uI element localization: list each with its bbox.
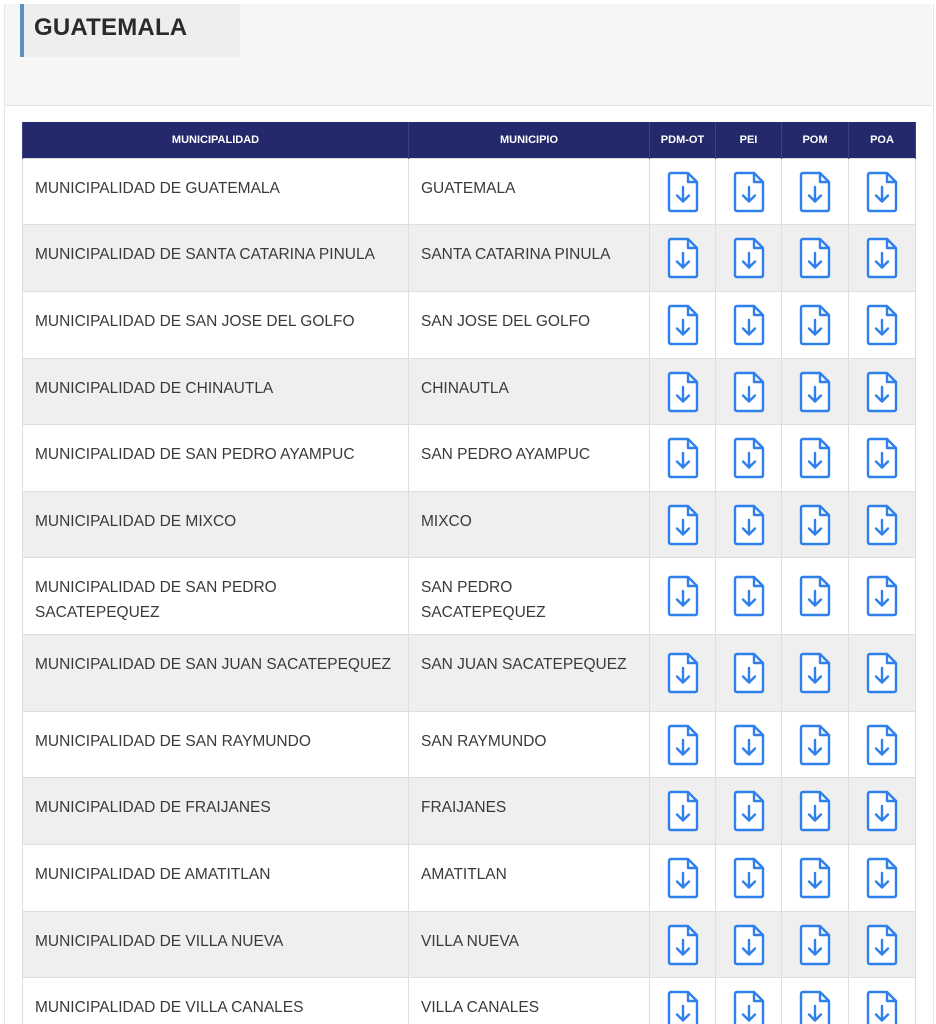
cell-pom <box>782 778 849 845</box>
cell-municipalidad: MUNICIPALIDAD DE AMATITLAN <box>23 845 409 912</box>
cell-pom <box>782 978 849 1024</box>
cell-municipio: SAN JOSE DEL GOLFO <box>409 292 650 359</box>
download-pdm-ot-icon[interactable] <box>666 575 700 617</box>
download-pei-icon[interactable] <box>732 724 766 766</box>
header-municipalidad: MUNICIPALIDAD <box>23 122 409 159</box>
download-poa-icon[interactable] <box>865 371 899 413</box>
cell-pei <box>716 845 782 912</box>
download-pdm-ot-icon[interactable] <box>666 237 700 279</box>
download-pei-icon[interactable] <box>732 504 766 546</box>
cell-pom <box>782 558 849 635</box>
cell-poa <box>849 159 916 225</box>
cell-municipalidad: MUNICIPALIDAD DE CHINAUTLA <box>23 359 409 425</box>
header-pom: POM <box>782 122 849 159</box>
cell-municipio: VILLA CANALES <box>409 978 650 1024</box>
download-poa-icon[interactable] <box>865 790 899 832</box>
municipalities-table <box>22 122 916 1024</box>
cell-pdm-ot <box>650 912 716 978</box>
download-pom-icon[interactable] <box>798 652 832 694</box>
download-pei-icon[interactable] <box>732 237 766 279</box>
cell-pdm-ot <box>650 225 716 292</box>
download-pdm-ot-icon[interactable] <box>666 724 700 766</box>
cell-pom <box>782 159 849 225</box>
header-municipio: MUNICIPIO <box>409 122 650 159</box>
cell-pei <box>716 492 782 558</box>
cell-pom <box>782 712 849 778</box>
cell-municipalidad: MUNICIPALIDAD DE SAN PEDRO SACATEPEQUEZ <box>23 558 409 635</box>
cell-pdm-ot <box>650 159 716 225</box>
cell-municipalidad: MUNICIPALIDAD DE SAN RAYMUNDO <box>23 712 409 778</box>
download-pom-icon[interactable] <box>798 171 832 213</box>
download-pei-icon[interactable] <box>732 924 766 966</box>
download-pom-icon[interactable] <box>798 724 832 766</box>
cell-poa <box>849 978 916 1024</box>
cell-pdm-ot <box>650 978 716 1024</box>
download-poa-icon[interactable] <box>865 575 899 617</box>
cell-pdm-ot <box>650 778 716 845</box>
cell-municipio: GUATEMALA <box>409 159 650 225</box>
cell-municipio: AMATITLAN <box>409 845 650 912</box>
cell-pdm-ot <box>650 492 716 558</box>
download-pdm-ot-icon[interactable] <box>666 990 700 1024</box>
cell-pom <box>782 425 849 492</box>
table-row <box>23 635 916 712</box>
cell-pei <box>716 712 782 778</box>
download-pom-icon[interactable] <box>798 437 832 479</box>
table-row <box>23 978 916 1024</box>
table-row <box>23 359 916 425</box>
download-pei-icon[interactable] <box>732 990 766 1024</box>
download-pom-icon[interactable] <box>798 790 832 832</box>
cell-municipalidad: MUNICIPALIDAD DE MIXCO <box>23 492 409 558</box>
cell-poa <box>849 845 916 912</box>
cell-municipio: SAN PEDRO SACATEPEQUEZ <box>409 558 650 635</box>
download-pdm-ot-icon[interactable] <box>666 857 700 899</box>
cell-poa <box>849 778 916 845</box>
section-title: GUATEMALA <box>34 14 188 41</box>
cell-poa <box>849 712 916 778</box>
cell-municipio: FRAIJANES <box>409 778 650 845</box>
cell-municipio: SAN JUAN SACATEPEQUEZ <box>409 635 650 712</box>
cell-municipalidad: MUNICIPALIDAD DE GUATEMALA <box>23 159 409 225</box>
table-row <box>23 558 916 635</box>
cell-poa <box>849 635 916 712</box>
cell-poa <box>849 359 916 425</box>
cell-municipalidad: MUNICIPALIDAD DE FRAIJANES <box>23 778 409 845</box>
cell-pei <box>716 359 782 425</box>
download-pdm-ot-icon[interactable] <box>666 437 700 479</box>
cell-pdm-ot <box>650 712 716 778</box>
cell-poa <box>849 492 916 558</box>
table-body <box>23 159 916 1024</box>
download-pdm-ot-icon[interactable] <box>666 304 700 346</box>
download-pdm-ot-icon[interactable] <box>666 504 700 546</box>
cell-pei <box>716 159 782 225</box>
table-row <box>23 292 916 359</box>
download-pom-icon[interactable] <box>798 990 832 1024</box>
download-pom-icon[interactable] <box>798 304 832 346</box>
download-pei-icon[interactable] <box>732 171 766 213</box>
table-row <box>23 425 916 492</box>
table-header-row <box>23 122 916 159</box>
download-pdm-ot-icon[interactable] <box>666 171 700 213</box>
download-poa-icon[interactable] <box>865 304 899 346</box>
cell-municipio: MIXCO <box>409 492 650 558</box>
header-pei: PEI <box>716 122 782 159</box>
cell-municipio: VILLA NUEVA <box>409 912 650 978</box>
download-pei-icon[interactable] <box>732 437 766 479</box>
cell-pei <box>716 635 782 712</box>
download-pom-icon[interactable] <box>798 504 832 546</box>
cell-poa <box>849 292 916 359</box>
header-pdm-ot: PDM-OT <box>650 122 716 159</box>
download-pom-icon[interactable] <box>798 857 832 899</box>
download-pei-icon[interactable] <box>732 790 766 832</box>
table-row <box>23 778 916 845</box>
download-poa-icon[interactable] <box>865 857 899 899</box>
cell-pdm-ot <box>650 845 716 912</box>
cell-pdm-ot <box>650 359 716 425</box>
cell-municipalidad: MUNICIPALIDAD DE SANTA CATARINA PINULA <box>23 225 409 292</box>
cell-municipalidad: MUNICIPALIDAD DE SAN JOSE DEL GOLFO <box>23 292 409 359</box>
header-poa: POA <box>849 122 916 159</box>
download-poa-icon[interactable] <box>865 652 899 694</box>
cell-municipio: SAN RAYMUNDO <box>409 712 650 778</box>
cell-pom <box>782 225 849 292</box>
cell-pdm-ot <box>650 558 716 635</box>
cell-pei <box>716 292 782 359</box>
cell-municipio: SAN PEDRO AYAMPUC <box>409 425 650 492</box>
cell-pei <box>716 425 782 492</box>
download-poa-icon[interactable] <box>865 237 899 279</box>
download-pei-icon[interactable] <box>732 575 766 617</box>
download-poa-icon[interactable] <box>865 990 899 1024</box>
cell-municipio: CHINAUTLA <box>409 359 650 425</box>
table-row <box>23 225 916 292</box>
cell-pei <box>716 225 782 292</box>
cell-poa <box>849 425 916 492</box>
download-pdm-ot-icon[interactable] <box>666 924 700 966</box>
download-pom-icon[interactable] <box>798 924 832 966</box>
cell-pdm-ot <box>650 292 716 359</box>
cell-pei <box>716 912 782 978</box>
download-pdm-ot-icon[interactable] <box>666 790 700 832</box>
download-poa-icon[interactable] <box>865 171 899 213</box>
download-poa-icon[interactable] <box>865 504 899 546</box>
cell-pom <box>782 492 849 558</box>
cell-municipio: SANTA CATARINA PINULA <box>409 225 650 292</box>
download-pdm-ot-icon[interactable] <box>666 652 700 694</box>
cell-pei <box>716 558 782 635</box>
download-pei-icon[interactable] <box>732 304 766 346</box>
cell-municipalidad: MUNICIPALIDAD DE VILLA NUEVA <box>23 912 409 978</box>
cell-municipalidad: MUNICIPALIDAD DE VILLA CANALES <box>23 978 409 1024</box>
cell-municipalidad: MUNICIPALIDAD DE SAN PEDRO AYAMPUC <box>23 425 409 492</box>
cell-pei <box>716 978 782 1024</box>
download-pdm-ot-icon[interactable] <box>666 371 700 413</box>
download-pei-icon[interactable] <box>732 652 766 694</box>
cell-poa <box>849 558 916 635</box>
table-row <box>23 492 916 558</box>
table-row <box>23 912 916 978</box>
table-row <box>23 159 916 225</box>
download-pei-icon[interactable] <box>732 371 766 413</box>
cell-pom <box>782 912 849 978</box>
cell-pom <box>782 359 849 425</box>
cell-municipalidad: MUNICIPALIDAD DE SAN JUAN SACATEPEQUEZ <box>23 635 409 712</box>
cell-pom <box>782 292 849 359</box>
download-pom-icon[interactable] <box>798 237 832 279</box>
cell-pdm-ot <box>650 425 716 492</box>
table-row <box>23 712 916 778</box>
download-pom-icon[interactable] <box>798 575 832 617</box>
cell-pom <box>782 635 849 712</box>
cell-poa <box>849 225 916 292</box>
table-row <box>23 845 916 912</box>
download-poa-icon[interactable] <box>865 924 899 966</box>
download-pom-icon[interactable] <box>798 371 832 413</box>
download-poa-icon[interactable] <box>865 437 899 479</box>
cell-pdm-ot <box>650 635 716 712</box>
cell-pom <box>782 845 849 912</box>
cell-pei <box>716 778 782 845</box>
cell-poa <box>849 912 916 978</box>
download-poa-icon[interactable] <box>865 724 899 766</box>
download-pei-icon[interactable] <box>732 857 766 899</box>
